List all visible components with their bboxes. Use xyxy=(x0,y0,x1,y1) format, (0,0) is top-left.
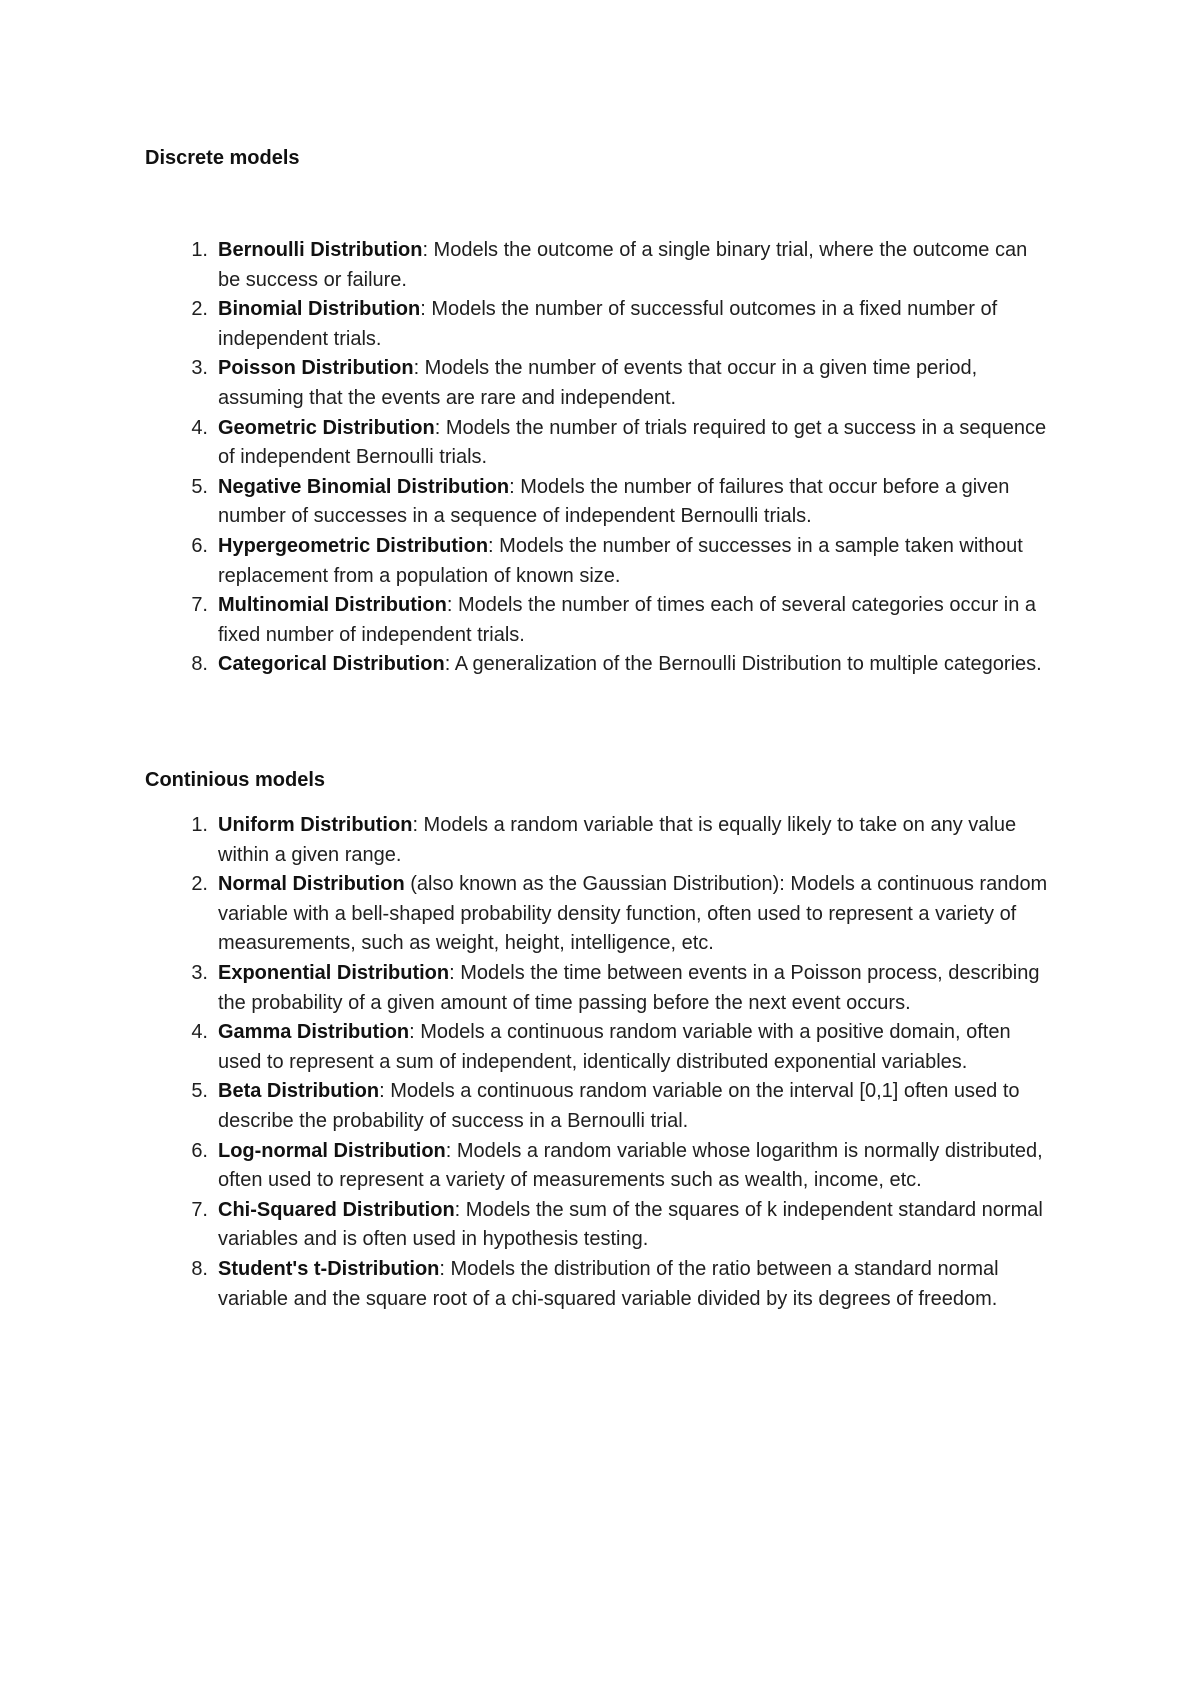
list-item xyxy=(145,354,1048,413)
distribution-term: Student's t-Distribution xyxy=(218,1257,440,1280)
list-number: 2. xyxy=(191,298,208,321)
list-number: 7. xyxy=(191,594,208,617)
distribution-term: Exponential Distribution xyxy=(218,961,450,984)
distribution-description: : Models a continuous random variable on the interval [0,1] often used to describe the probability of success in a Bernoulli trial. xyxy=(218,1080,1020,1132)
list-item xyxy=(145,532,1048,591)
distribution-term: Uniform Distribution xyxy=(218,814,413,836)
distribution-description: : A generalization of the Bernoulli Distribution to multiple categories. xyxy=(444,653,1042,676)
list-number: 8. xyxy=(191,1257,208,1280)
list-item xyxy=(145,650,1048,680)
list-item xyxy=(145,1255,1048,1314)
distribution-description: : Models the number of times each of several categories occur in a fixed number of independent trials. xyxy=(218,594,1037,646)
list-item xyxy=(145,959,1048,1018)
list-number: 4. xyxy=(191,416,208,439)
list-item xyxy=(145,870,1048,959)
distribution-term: Gamma Distribution xyxy=(218,1021,410,1044)
distribution-term: Categorical Distribution xyxy=(218,653,445,676)
distribution-description: : Models the distribution of the ratio between a standard normal variable and the square root of a chi-squared variable divided by its degrees of freedom. xyxy=(218,1257,999,1310)
list-number: 4. xyxy=(191,1021,208,1044)
distribution-term: Normal Distribution xyxy=(218,873,405,896)
distribution-term: Multinomial Distribution xyxy=(218,594,447,617)
list-item xyxy=(145,811,1048,870)
list-number: 5. xyxy=(191,1080,208,1103)
distribution-description: : Models the time between events in a Poisson process, describing the probability of a given amount of time passing before the next event occurs. xyxy=(218,961,1040,1014)
list-number: 1. xyxy=(191,239,208,261)
distribution-description: : Models the number of events that occur in a given time period, assuming that the events are rare and independent. xyxy=(218,357,978,409)
distribution-term: Geometric Distribution xyxy=(218,416,435,439)
discrete-models-section xyxy=(145,143,1075,680)
list-item xyxy=(145,236,1048,295)
distribution-term: Bernoulli Distribution xyxy=(218,239,423,261)
list-item xyxy=(145,295,1048,354)
distribution-description: : Models the number of failures that occur before a given number of successes in a sequence of independent Bernoulli trials. xyxy=(218,475,1010,528)
list-item xyxy=(145,591,1048,650)
distribution-term: Poisson Distribution xyxy=(218,357,414,380)
distribution-description: : Models the outcome of a single binary trial, where the outcome can be success or failure. xyxy=(218,239,1028,291)
list-number: 3. xyxy=(191,357,208,380)
discrete-models-heading: Discrete models xyxy=(145,147,300,169)
list-number: 7. xyxy=(191,1198,208,1221)
list-number: 8. xyxy=(191,653,208,676)
distribution-description: : Models the sum of the squares of k independent standard normal variables and is often used in hypothesis testing. xyxy=(218,1198,1043,1251)
list-item xyxy=(145,1018,1048,1077)
list-item xyxy=(145,1196,1048,1255)
distribution-description: : Models the number of trials required to get a success in a sequence of independent Bernoulli trials. xyxy=(218,416,1047,469)
distribution-term: Binomial Distribution xyxy=(218,298,421,321)
distribution-description: : Models the number of successes in a sample taken without replacement from a population of known size. xyxy=(218,534,1023,587)
list-item xyxy=(145,1077,1048,1136)
distribution-description: : Models a random variable that is equally likely to take on any value within a given range. xyxy=(218,814,1017,866)
distribution-term: Negative Binomial Distribution xyxy=(218,475,510,498)
list-number: 6. xyxy=(191,534,208,557)
distribution-term: Log-normal Distribution xyxy=(218,1139,446,1162)
list-number: 2. xyxy=(191,873,208,896)
distribution-description: (also known as the Gaussian Distribution): Models a continuous random variable with a bell-shaped probability density function, often used to represent a variety of measurements, such as weight, height, intelligence, etc. xyxy=(218,873,1048,955)
list-item xyxy=(145,473,1048,532)
continuous-models-section xyxy=(145,765,1075,1314)
distribution-description: : Models the number of successful outcomes in a fixed number of independent trials. xyxy=(218,298,998,350)
list-number: 3. xyxy=(191,961,208,984)
list-number: 5. xyxy=(191,475,208,498)
list-item xyxy=(145,414,1048,473)
distribution-description: : Models a continuous random variable with a positive domain, often used to represent a sum of independent, identically distributed exponential variables. xyxy=(218,1021,1011,1073)
distribution-term: Beta Distribution xyxy=(218,1080,380,1103)
continuous-models-heading: Continious models xyxy=(145,769,325,791)
list-number: 6. xyxy=(191,1139,208,1162)
continuous-models-list xyxy=(145,811,1075,1314)
list-number: 1. xyxy=(191,814,208,836)
distribution-term: Hypergeometric Distribution xyxy=(218,534,489,557)
distribution-description: : Models a random variable whose logarithm is normally distributed, often used to represent a variety of measurements such as wealth, income, etc. xyxy=(218,1139,1043,1192)
discrete-models-list xyxy=(145,236,1075,680)
list-item xyxy=(145,1137,1048,1196)
distribution-term: Chi-Squared Distribution xyxy=(218,1198,455,1221)
